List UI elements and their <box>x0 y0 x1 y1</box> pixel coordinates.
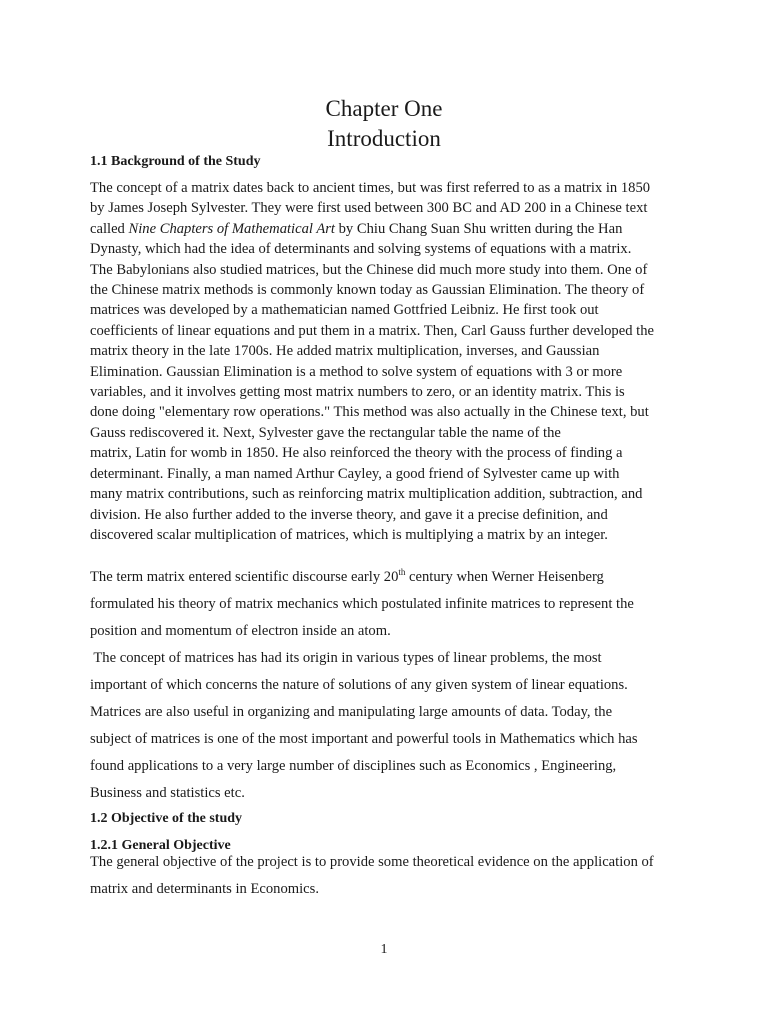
section-heading-objective: 1.2 Objective of the study <box>90 811 243 826</box>
text-line: the Chinese matrix methods is commonly known today as Gaussian Elimination. The theory of <box>90 282 645 299</box>
chapter-title: Chapter One <box>325 96 443 121</box>
text-line: found applications to a very large number of disciplines such as Economics , Engineering, <box>90 758 617 774</box>
text-line: The concept of matrices has had its origin in various types of linear problems, the most <box>90 650 602 666</box>
text-line: subject of matrices is one of the most important and powerful tools in Mathematics which has <box>90 731 638 747</box>
text-line: matrix, Latin for womb in 1850. He also reinforced the theory with the process of finding a <box>90 445 623 462</box>
text-line: division. He also further added to the inverse theory, and gave it a precise definition, and <box>90 506 608 523</box>
text-line <box>90 219 690 239</box>
text-line: Matrices are also useful in organizing and manipulating large amounts of data. Today, the <box>90 704 613 720</box>
subsection-heading-general-objective: 1.2.1 General Objective <box>90 838 231 853</box>
text-line: Gauss rediscovered it. Next, Sylvester gave the rectangular table the name of the <box>90 424 561 441</box>
page-number: 1 <box>380 942 388 957</box>
superscript: th <box>398 567 406 577</box>
chapter-subtitle: Introduction <box>327 126 441 151</box>
background-paragraph-2 <box>90 564 690 807</box>
text-line: matrix and determinants in Economics. <box>90 881 319 897</box>
text-line: done doing "elementary row operations." This method was also actually in the Chinese text, but <box>90 404 649 421</box>
text-line: discovered scalar multiplication of matrices, which is multiplying a matrix by an integer. <box>90 526 608 543</box>
text-line <box>90 564 690 591</box>
text-line: The Babylonians also studied matrices, but the Chinese did much more study into them. One of <box>90 261 648 278</box>
text-line: coefficients of linear equations and put them in a matrix. Then, Carl Gauss further developed the <box>90 322 654 339</box>
book-title: Nine Chapters of Mathematical Art <box>128 220 335 237</box>
text-line: by James Joseph Sylvester. They were first used between 300 BC and AD 200 in a Chinese text <box>90 200 648 217</box>
text-line: Business and statistics etc. <box>90 785 245 801</box>
text-line: variables, and it involves getting most matrix numbers to zero, or an identity matrix. This is <box>90 384 625 401</box>
text-line: matrix theory in the late 1700s. He added matrix multiplication, inverses, and Gaussian <box>90 343 600 360</box>
text-fragment: century when Werner Heisenberg <box>405 569 604 585</box>
section-heading-background: 1.1 Background of the Study <box>90 154 261 169</box>
text-fragment: The term matrix entered scientific discourse early 20 <box>90 569 399 585</box>
text-line: matrices was developed by a mathematician named Gottfried Leibniz. He first took out <box>90 302 599 319</box>
text-fragment: called <box>90 220 129 237</box>
text-line: The general objective of the project is to provide some theoretical evidence on the application of <box>90 854 654 870</box>
text-line: position and momentum of electron inside an atom. <box>90 623 391 639</box>
text-line: many matrix contributions, such as reinforcing matrix multiplication addition, subtraction, and <box>90 486 643 503</box>
general-objective-paragraph <box>90 849 690 903</box>
text-line: Elimination. Gaussian Elimination is a method to solve system of equations with 3 or more <box>90 363 623 380</box>
text-line: determinant. Finally, a man named Arthur Cayley, a good friend of Sylvester came up with <box>90 465 620 482</box>
text-fragment: by Chiu Chang Suan Shu written during the Han <box>334 220 623 237</box>
text-line: important of which concerns the nature of solutions of any given system of linear equations. <box>90 677 628 693</box>
background-paragraph-1 <box>90 178 690 545</box>
text-line: Dynasty, which had the idea of determinants and solving systems of equations with a matrix. <box>90 241 632 258</box>
text-line: formulated his theory of matrix mechanics which postulated infinite matrices to represent the <box>90 596 634 612</box>
text-line: The concept of a matrix dates back to ancient times, but was first referred to as a matrix in 1850 <box>90 180 651 196</box>
